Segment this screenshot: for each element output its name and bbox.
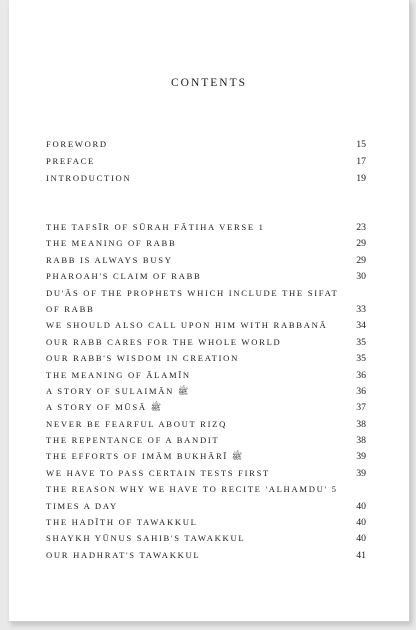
front-matter-list — [46, 136, 366, 187]
toc-entry[interactable] — [46, 399, 366, 415]
toc-page-number: 36 — [356, 385, 366, 397]
toc-page-number: 40 — [356, 517, 366, 529]
toc-entry-title: WE SHOULD ALSO CALL UPON HIM WITH RABBANĀ — [46, 320, 328, 331]
toc-entry-title: OUR RABB'S WISDOM IN CREATION — [46, 353, 239, 364]
toc-entry[interactable] — [46, 153, 366, 170]
toc-page-number: 39 — [356, 467, 366, 479]
toc-page-number: 38 — [356, 435, 366, 447]
toc-page-number: 19 — [356, 173, 366, 184]
toc-entry[interactable] — [46, 448, 366, 464]
toc-page-number: 35 — [356, 336, 366, 348]
toc-entry-title: DU'ĀS OF THE PROPHETS WHICH INCLUDE THE SIFAT — [46, 287, 339, 298]
toc-entry-title: THE MEANING OF ĀLAMĪN — [46, 369, 191, 380]
toc-entry-title: THE REPENTANCE OF A BANDIT — [46, 435, 220, 446]
toc-entry-title: THE MEANING OF RABB — [46, 238, 177, 249]
book-page — [9, 0, 410, 622]
toc-page-number: 17 — [356, 156, 366, 167]
toc-entry[interactable] — [46, 301, 366, 317]
toc-entry[interactable] — [46, 383, 366, 399]
toc-page-number: 29 — [356, 254, 366, 266]
toc-entry[interactable] — [46, 514, 366, 530]
toc-entry-title: NEVER BE FEARFUL ABOUT RIZQ — [46, 418, 228, 429]
toc-entry-title: FOREWORD — [46, 139, 108, 149]
toc-page-number: 40 — [356, 500, 366, 512]
chapter-list — [46, 219, 366, 563]
toc-entry-title: THE HADĪTH OF TAWAKKUL — [46, 517, 198, 528]
toc-page-number: 33 — [356, 303, 366, 315]
toc-entry-title: PHAROAH'S CLAIM OF RABB — [46, 271, 202, 282]
toc-page-number: 40 — [356, 533, 366, 545]
toc-entry[interactable] — [46, 547, 366, 563]
toc-entry-title: OUR RABB CARES FOR THE WHOLE WORLD — [46, 336, 282, 347]
toc-entry-title: OUR HADHRAT'S TAWAKKUL — [46, 549, 201, 560]
toc-page-number: 34 — [356, 320, 366, 332]
toc-entry[interactable] — [46, 170, 366, 187]
toc-page-number: 29 — [356, 238, 366, 250]
toc-entry-title: INTRODUCTION — [46, 173, 132, 183]
toc-entry[interactable] — [46, 498, 366, 514]
toc-page-number: 35 — [356, 353, 366, 365]
toc-entry[interactable] — [46, 481, 366, 497]
toc-entry[interactable] — [46, 465, 366, 481]
toc-entry[interactable] — [46, 530, 366, 546]
toc-entry-title: THE TAFSĪR OF SŪRAH FĀTIHA VERSE 1 — [46, 222, 265, 232]
toc-page-number: 23 — [356, 222, 366, 233]
toc-entry-title: A STORY OF MŪSĀ ﷺ — [46, 402, 161, 413]
toc-entry[interactable] — [46, 317, 366, 333]
toc-entry-title: PREFACE — [46, 156, 95, 166]
page-title: CONTENTS — [170, 77, 248, 89]
toc-entry[interactable] — [46, 285, 366, 301]
toc-entry[interactable] — [46, 268, 366, 284]
toc-entry-title: SHAYKH YŪNUS SAHIB'S TAWAKKUL — [46, 533, 246, 544]
toc-entry[interactable] — [46, 334, 366, 350]
toc-page-number: 39 — [356, 451, 366, 463]
toc-entry-title: RABB IS ALWAYS BUSY — [46, 254, 173, 265]
toc-page-number: 30 — [356, 271, 366, 283]
toc-entry-title: WE HAVE TO PASS CERTAIN TESTS FIRST — [46, 467, 270, 478]
toc-entry[interactable] — [46, 432, 366, 448]
toc-entry[interactable] — [46, 219, 366, 235]
toc-entry-title: A STORY OF SULAIMĀN ﷺ — [46, 385, 189, 396]
toc-entry-title: THE REASON WHY WE HAVE TO RECITE 'ALHAMDU' 5 — [46, 484, 338, 495]
toc-entry[interactable] — [46, 252, 366, 268]
toc-entry-title: THE EFFORTS OF IMĀM BUKHĀRĪ ﷺ — [46, 451, 243, 462]
toc-page-number: 36 — [356, 369, 366, 381]
toc-page-number: 38 — [356, 418, 366, 430]
toc-entry[interactable] — [46, 416, 366, 432]
toc-page-number: 15 — [356, 139, 366, 150]
toc-page-number: 41 — [356, 549, 366, 561]
toc-entry[interactable] — [46, 235, 366, 251]
toc-entry[interactable] — [46, 367, 366, 383]
toc-entry[interactable] — [46, 350, 366, 366]
toc-entry-title: OF RABB — [46, 303, 95, 314]
toc-entry[interactable] — [46, 136, 366, 153]
toc-entry-title: TIMES A DAY — [46, 500, 118, 511]
toc-page-number: 37 — [356, 402, 366, 414]
